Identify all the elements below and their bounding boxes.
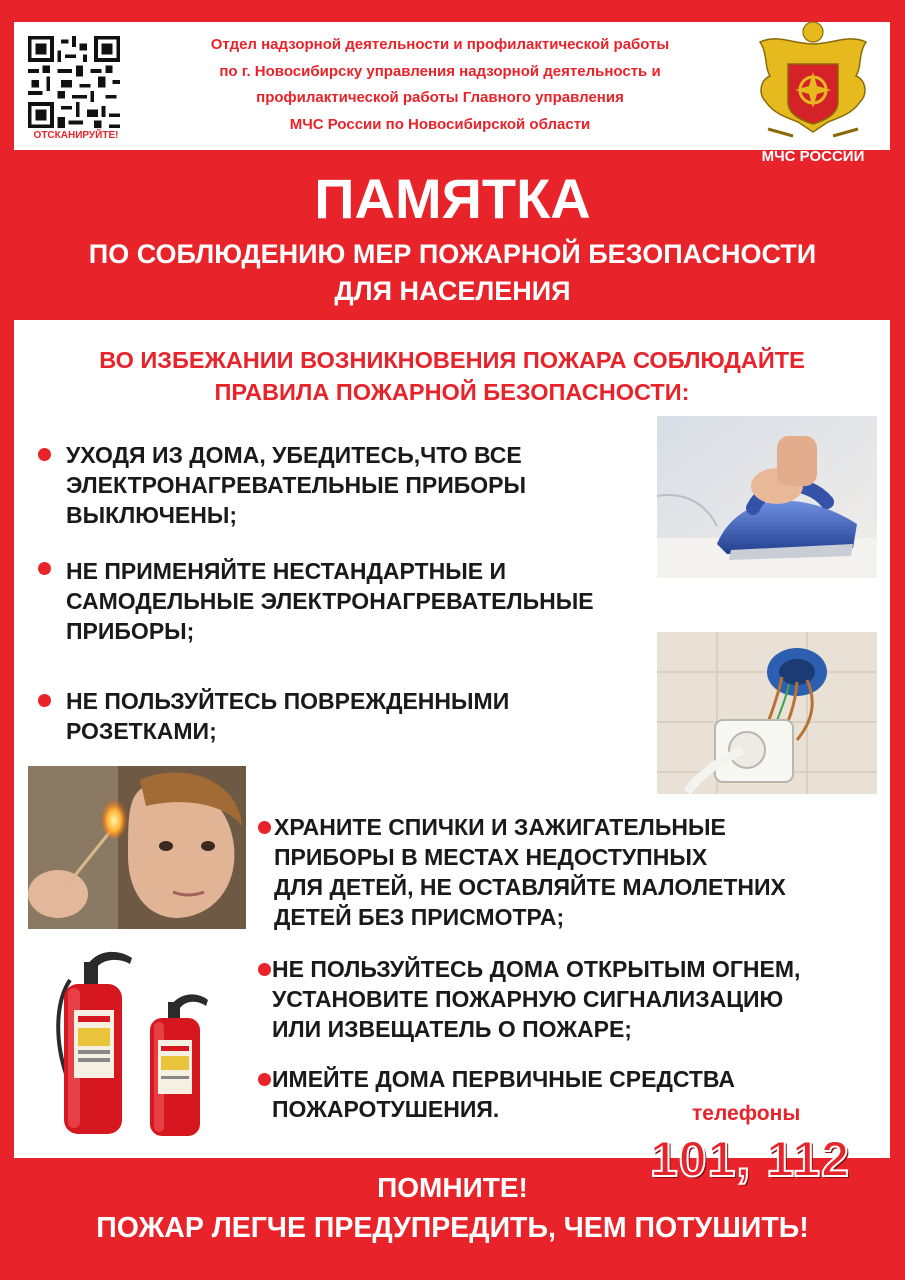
rule-line: ИМЕЙТЕ ДОМА ПЕРВИЧНЫЕ СРЕДСТВА <box>272 1066 735 1092</box>
rule-line: ИЛИ ИЗВЕЩАТЕЛЬ О ПОЖАРЕ; <box>272 1016 632 1042</box>
remember-label: ПОМНИТЕ! <box>377 1172 528 1203</box>
rule-line: НЕ ПОЛЬЗУЙТЕСЬ ДОМА ОТКРЫТЫМ ОГНЕМ, <box>272 956 801 982</box>
bullet-dot-icon <box>38 562 51 575</box>
qr-code-icon[interactable] <box>28 34 120 130</box>
fire-extinguishers-photo-icon <box>40 944 226 1144</box>
organization-name <box>130 32 750 138</box>
rule-line: ДЕТЕЙ БЕЗ ПРИСМОТРА; <box>274 904 565 930</box>
rule-line: УХОДЯ ИЗ ДОМА, УБЕДИТЕСЬ,ЧТО ВСЕ <box>66 442 522 468</box>
subtitle-line: ДЛЯ НАСЕЛЕНИЯ <box>334 276 571 306</box>
rule-line: НЕ ПРИМЕНЯЙТЕ НЕСТАНДАРТНЫЕ И <box>66 558 506 584</box>
phones-label: телефоны <box>692 1102 801 1125</box>
rule-line: НЕ ПОЛЬЗУЙТЕСЬ ПОВРЕЖДЕННЫМИ <box>66 688 510 714</box>
bullet-dot-icon <box>258 963 271 976</box>
bullet-dot-icon <box>38 694 51 707</box>
rule-line: ПРИБОРЫ В МЕСТАХ НЕДОСТУПНЫХ <box>274 844 708 870</box>
rule-line: ХРАНИТЕ СПИЧКИ И ЗАЖИГАТЕЛЬНЫЕ <box>274 814 726 840</box>
rule-item <box>66 686 626 746</box>
intro-line: ПРАВИЛА ПОЖАРНОЙ БЕЗОПАСНОСТИ: <box>214 379 690 405</box>
rule-item <box>66 440 626 530</box>
bullet-dot-icon <box>258 821 271 834</box>
bullet-dot-icon <box>258 1073 271 1086</box>
rule-line: ЭЛЕКТРОНАГРЕВАТЕЛЬНЫЕ ПРИБОРЫ <box>66 472 527 498</box>
scan-label: ОТСКАНИРУЙТЕ! <box>33 130 119 141</box>
rule-line: ДЛЯ ДЕТЕЙ, НЕ ОСТАВЛЯЙТЕ МАЛОЛЕТНИХ <box>274 874 786 900</box>
org-line: Отдел надзорной деятельности и профилактической работы <box>210 36 670 53</box>
bullet-dot-icon <box>38 448 51 461</box>
org-line: профилактической работы Главного управления <box>256 89 624 106</box>
rule-line: ПРИБОРЫ; <box>66 618 195 644</box>
emblem-caption: МЧС РОССИИ <box>761 148 865 165</box>
rule-item <box>272 954 887 1044</box>
rule-line: РОЗЕТКАМИ; <box>66 718 217 744</box>
page-subtitle <box>0 236 905 310</box>
subtitle-line: ПО СОБЛЮДЕНИЮ МЕР ПОЖАРНОЙ БЕЗОПАСНОСТИ <box>88 239 817 269</box>
intro-line: ВО ИЗБЕЖАНИИ ВОЗНИКНОВЕНИЯ ПОЖАРА СОБЛЮДАЙТЕ <box>99 347 805 373</box>
intro-heading <box>14 344 890 408</box>
socket-photo-icon <box>657 632 877 794</box>
rule-item <box>274 812 884 932</box>
rule-line: САМОДЕЛЬНЫЕ ЭЛЕКТРОНАГРЕВАТЕЛЬНЫЕ <box>66 588 594 614</box>
rule-item <box>66 556 706 646</box>
child-match-photo-icon <box>28 766 246 929</box>
iron-photo-icon <box>657 416 877 578</box>
footer-slogan: ПОЖАР ЛЕГЧЕ ПРЕДУПРЕДИТЬ, ЧЕМ ПОТУШИТЬ! <box>96 1212 809 1244</box>
rule-line: УСТАНОВИТЕ ПОЖАРНУЮ СИГНАЛИЗАЦИЮ <box>272 986 784 1012</box>
rule-line: ПОЖАРОТУШЕНИЯ. <box>272 1096 500 1122</box>
emergency-phones[interactable]: 101, 112 <box>650 1131 850 1187</box>
rule-line: ВЫКЛЮЧЕНЫ; <box>66 502 238 528</box>
page-title: ПАМЯТКА <box>314 167 591 230</box>
org-line: МЧС России по Новосибирской области <box>289 115 591 133</box>
org-line: по г. Новосибирску управления надзорной деятельность и <box>219 62 661 80</box>
